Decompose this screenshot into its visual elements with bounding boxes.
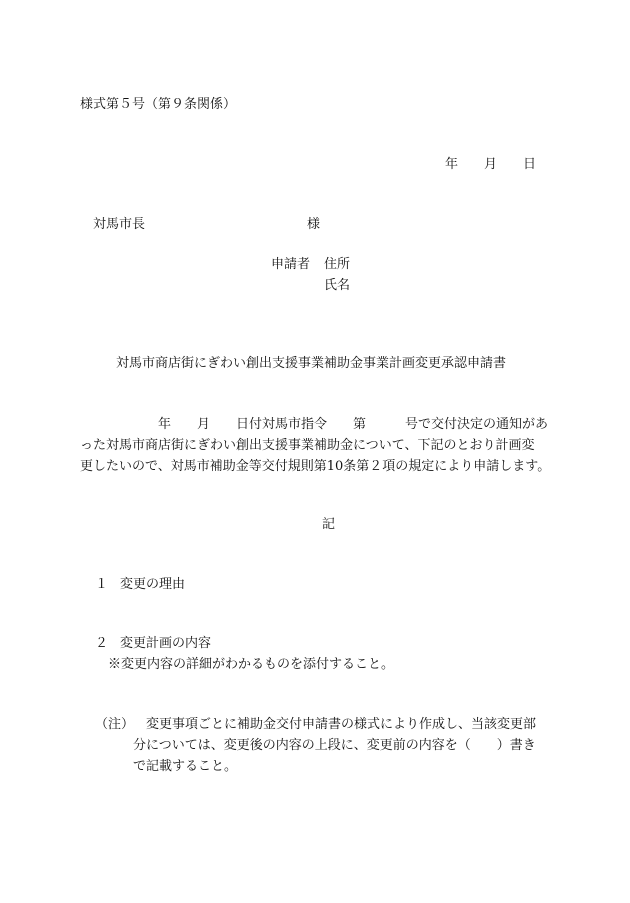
note-line-3: で記載すること。 [133, 759, 238, 774]
note-line-2: 分については、変更後の内容の上段に、変更前の内容を（ ）書き [133, 738, 536, 753]
item-1-label: 変更の理由 [120, 577, 186, 592]
item-1-number: １ [95, 577, 109, 592]
applicant-label: 申請者 [271, 257, 311, 272]
address-label: 住所 [324, 257, 351, 272]
form-number: 様式第５号（第９条関係） [80, 97, 237, 112]
note-line-1: 変更事項ごとに補助金交付申請書の様式により作成し、当該変更部 [146, 717, 537, 732]
item-2-label: 変更計画の内容 [120, 636, 212, 651]
name-label: 氏名 [324, 278, 351, 293]
item-2-note: ※変更内容の詳細がわかるものを添付すること。 [108, 657, 395, 672]
body-line-1: 年 月 日付対馬市指令 第 号で交付決定の通知があ [80, 417, 549, 432]
honorific: 様 [307, 217, 321, 232]
document-title: 対馬市商店街にぎわい創出支援事業補助金事業計画変更承認申請書 [116, 356, 507, 371]
date-line: 年 月 日 [445, 157, 537, 172]
recipient: 対馬市長 [93, 217, 146, 232]
ki-heading: 記 [322, 517, 336, 532]
body-line-3: 更したいので、対馬市補助金等交付規則第10条第２項の規定により申請します。 [80, 459, 551, 474]
note-marker: （注） [95, 717, 135, 732]
item-2-number: ２ [95, 636, 109, 651]
body-line-2: った対馬市商店街にぎわい創出支援事業補助金について、下記のとおり計画変 [80, 438, 535, 453]
